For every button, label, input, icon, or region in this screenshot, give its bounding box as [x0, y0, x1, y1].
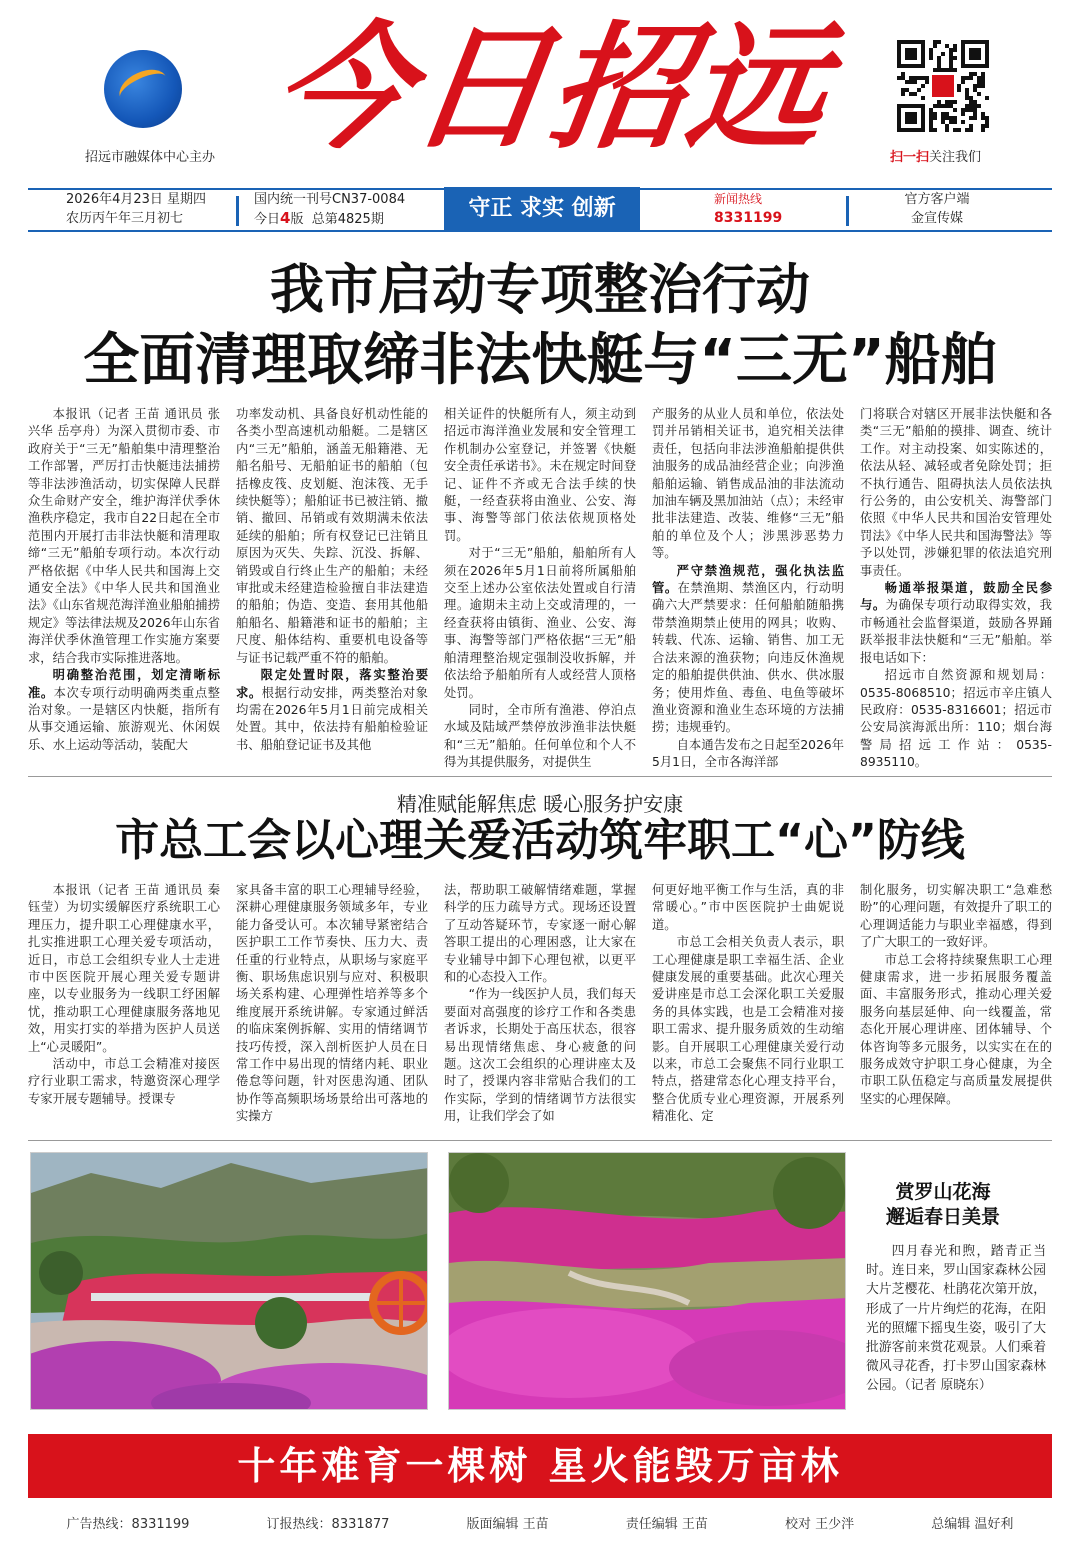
- official-client: [882, 190, 992, 228]
- subhead: 畅通举报渠道，鼓励全民参与。: [860, 581, 1052, 613]
- paragraph: 产服务的从业人员和单位，依法处罚并吊销相关证书，追究相关法律责任，包括向非法涉渔船舶提供供油服务的成品油经营企业；向涉渔船舶运输、销售成品油的非法流动加油车辆及黑加油站（点）；未经审批非法建造、改装、维修“三无”船舶的单位及个人；涉黑涉恶势力等。: [652, 407, 844, 561]
- article2-column-2: [236, 882, 428, 1126]
- paragraph: 本报讯（记者 王苗 通讯员 张兴华 岳亭舟）为深入贯彻市委、市政府关于“三无”船舶集中清理整治工作部署，严厉打击快艇违法捕捞等非法涉渔活动，切实保障人民群众生命财产安全，维护海洋伏季休渔秩序稳定，我市自22日起在全市范围内开展打击非法快艇和清理取缔“三无”船舶专项行动。本次行动严格依据《中华人民共和国海上交通安全法》《中华人民共和国渔业法》《山东省规范海洋渔业船舶捕捞规定》等法律法规及2026年山东省海洋伏季休渔管理工作实施方案要求，结合我市实际推进落地。: [28, 407, 220, 665]
- paragraph: 法，帮助职工破解情绪难题，掌握科学的压力疏导方式。现场还设置了互动答疑环节，专家逐一耐心解答职工提出的心理困惑，让大家在专业辅导中卸下心理包袱，以更平和的心态投入工作。: [444, 883, 636, 985]
- paragraph-text: 为确保专项行动取得实效，我市畅通社会监督渠道，鼓励各界踊跃举报非法快艇和“三无”船舶。举报电话如下：: [860, 598, 1052, 665]
- flower-sea-photo-2-image: [449, 1153, 846, 1410]
- hotline-number: 8331199: [714, 210, 783, 226]
- pages-count: 4: [280, 209, 291, 227]
- lunar-date-text: 农历丙午年三月初七: [66, 211, 184, 226]
- scan-follow-label: [890, 146, 981, 165]
- news-hotline: [714, 190, 782, 228]
- headline-2: 市总工会以心理关爱活动筑牢职工“心”防线: [115, 815, 965, 866]
- paragraph: 招远市自然资源和规划局：0535-8068510；招远市辛庄镇人民政府：0535-8316601；招远市公安局滨海派出所：110；烟台海警局招远工作站：0535-8935110。: [860, 668, 1052, 770]
- photo-caption: [866, 1242, 1046, 1396]
- chief-editor: 总编辑 温好利: [931, 1516, 1014, 1532]
- paragraph: 门将联合对辖区开展非法快艇和各类“三无”船舶的摸排、调查、统计工作。对主动投案、如实陈述的，依法从轻、减轻或者免除处罚；拒不执行通告、阻碍执法人员依法执行公务的，由公安机关、海警部门依照《中华人民共和国治安管理处罚法》《中华人民共和国海警法》等予以处罚，涉嫌犯罪的依法追究刑事责任。: [860, 407, 1052, 578]
- flower-sea-photo-1-image: [31, 1153, 428, 1410]
- footer-credits: [28, 1510, 1052, 1534]
- flower-sea-photo-2: [448, 1152, 846, 1410]
- article1-column-2: [236, 406, 428, 754]
- duty-editor: 责任编辑 王苗: [625, 1516, 708, 1532]
- article2-kicker: 精准赋能解焦虑 暖心服务护安康: [396, 792, 684, 816]
- paragraph: “作为一线医护人员，我们每天要面对高强度的诊疗工作和各类患者诉求，长期处于高压状态，很容易出现情绪焦虑、身心疲惫的问题。这次工会组织的心理讲座太及时了，授课内容非常贴合我们的工作实际，学到的情绪调节方法很实用，让我们学会了如: [444, 987, 636, 1124]
- paragraph: [28, 667, 220, 754]
- pages-prefix: 今日: [254, 212, 281, 227]
- headline-1-line2: 全面清理取缔非法快艇与“三无”船舶: [83, 328, 997, 393]
- photo-feature-title: [868, 1180, 1018, 1230]
- hotline-label: 新闻热线: [714, 192, 763, 206]
- flower-sea-photo-1: [30, 1152, 428, 1410]
- issue-total: 总第4825期: [311, 212, 384, 227]
- pages-suffix: 版: [290, 212, 304, 227]
- qr-code-icon[interactable]: [897, 40, 989, 132]
- client-line2: 金宣传媒: [910, 211, 963, 226]
- photo-title-line2: 邂逅春日美景: [885, 1206, 1000, 1228]
- section-divider: [28, 1140, 1052, 1141]
- paragraph: [652, 563, 844, 737]
- paragraph: 市总工会相关负责人表示，职工心理健康是职工幸福生活、企业健康发展的重要基础。此次心理关爱讲座是市总工会深化职工关爱服务的具体实践，也是工会精准对接职工需求、提升服务质效的生动缩影。自开展职工心理健康关爱行动以来，市总工会聚焦不同行业职工特点，搭建常态化心理支持平台，整合优质专业心理资源，开展系列精准化、定: [652, 935, 844, 1124]
- issue-info: [254, 190, 405, 229]
- paragraph: 功率发动机、具备良好机动性能的各类小型高速机动船艇。二是辖区内“三无”船舶，涵盖无船籍港、无船名船号、无船舶证书的船舶（包括橡皮筏、皮划艇、泡沫筏、无手续快艇等）；船舶证书已被注销、撤销、撤回、吊销或有效期满未依法延续的船舶；所有权登记已注销且原因为灭失、失踪、沉没、拆解、销毁或自行终止生产的船舶；未经审批或未经建造检验擅自非法建造的船舶；伪造、变造、套用其他船舶船名、船籍港和证书的船舶；主尺度、船体结构、重要机电设备等与证书记载严重不符的船舶。: [236, 407, 428, 665]
- paragraph: 相关证件的快艇所有人，须主动到招远市海洋渔业发展和安全管理工作机制办公室登记，并签署《快艇安全责任承诺书》。未在规定时间登记、证件不齐或无合法手续的快艇，一经查获将由渔业、公安、海事、海警等部门依法依规顶格处罚。: [444, 407, 636, 543]
- issue-date: [66, 190, 206, 228]
- layout-editor: 版面编辑 王苗: [466, 1516, 549, 1532]
- paragraph-text: 本次专项行动明确两类重点整治对象。一是辖区内快艇，指所有从事交通运输、旅游观光、休闲娱乐、水上运动等活动，装配大: [28, 685, 220, 752]
- masthead-title: 今日招远: [263, 8, 839, 168]
- paragraph-text: 在禁渔期、禁渔区内，行动明确六大严禁要求：任何船舶随船携带禁渔期禁止使用的网具；收购、转载、代冻、运输、销售、加工无合法来源的渔获物；向违反休渔规定的船舶提供供油、供水、供冰服务；使用炸鱼、毒鱼、电鱼等破坏渔业资源和渔业生态环境的方法捕捞；违规垂钓。: [652, 581, 844, 735]
- subhead: 严守禁渔规范，强化执法监管。: [652, 563, 844, 596]
- paragraph: [236, 667, 428, 754]
- article1-column-4: [652, 406, 844, 772]
- ad-hotline: 广告热线：8331199: [66, 1516, 190, 1532]
- paragraph: 自本通告发布之日起至2026年5月1日，全市各海洋部: [652, 737, 844, 770]
- article2-column-5: [860, 882, 1052, 1108]
- paragraph: 本报讯（记者 王苗 通讯员 秦钰莹）为切实缓解医疗系统职工心理压力，提升职工心理健康水平，扎实推进职工心理关爱专项活动，近日，市总工会组织专业人士走进市中医医院开展心理关爱专题讲座，以专业服务为一线职工纾困解忧，推动职工心理健康服务落地见效，用实打实的举措为医护人员送上“心灵暖阳”。: [28, 883, 220, 1054]
- article1-column-1: [28, 406, 220, 754]
- paragraph: 家具备丰富的职工心理辅导经验，深耕心理健康服务领域多年，专业能力备受认可。本次辅导紧密结合医护职工工作节奏快、压力大、责任重的行业特点，从职场与家庭平衡、职场焦虑识别与应对、积极职场关系构建、心理弹性培养等多个维度展开系统讲解。专家通过鲜活的临床案例拆解、实用的情绪调节技巧传授，深入剖析医护人员在日常工作中易出现的情绪内耗、职业倦怠等问题，针对医患沟通、团队协作等高频职场场景给出可落地的实操方: [236, 883, 428, 1124]
- subhead: 限定处置时限，落实整治要求。: [236, 668, 428, 700]
- article2-column-4: [652, 882, 844, 1126]
- scan-prefix: 扫一扫: [890, 150, 930, 165]
- paragraph: 制化服务，切实解决职工“急难愁盼”的心理问题，有效提升了职工的心理调适能力与职业幸福感，得到了广大职工的一致好评。: [860, 883, 1052, 950]
- subhead: 明确整治范围，划定清晰标准。: [28, 668, 220, 700]
- scan-suffix: 关注我们: [929, 150, 982, 165]
- date-text: 2026年4月23日 星期四: [66, 192, 207, 207]
- paragraph: 活动中，市总工会精准对接医疗行业职工需求，特邀资深心理学专家开展专题辅导。授课专: [28, 1057, 220, 1106]
- paragraph: 何更好地平衡工作与生活，真的非常暖心。”市中医医院护士曲妮说道。: [652, 883, 844, 932]
- article2-column-3: [444, 882, 636, 1126]
- article2-column-1: [28, 882, 220, 1108]
- paragraph: 市总工会将持续聚焦职工心理健康需求，进一步拓展服务覆盖面、丰富服务形式，推动心理关爱服务向基层延伸、向一线覆盖，常态化开展心理讲座、团体辅导、个体咨询等多元服务，以实实在在的服务成效守护职工身心健康，为全市职工队伍稳定与高质量发展提供坚实的心理保障。: [860, 952, 1052, 1106]
- paragraph-text: 根据行动安排，两类整治对象均需在2026年5月1日前完成相关处置。其中，依法持有船舶检验证书、船舶登记证书及其他: [236, 685, 428, 752]
- media-center-logo: [104, 50, 182, 128]
- sponsor-line: 招远市融媒体中心主办: [84, 150, 215, 165]
- slogan-text: 十年难育一棵树 星火能毁万亩林: [237, 1444, 843, 1488]
- client-line1: 官方客户端: [904, 192, 970, 207]
- paragraph: 同时，全市所有渔港、停泊点水域及陆域严禁停放涉渔非法快艇和“三无”船舶。任何单位和个人不得为其提供服务，对提供生: [444, 702, 636, 770]
- caption-text: 四月春光和煦，踏青正当时。连日来，罗山国家森林公园大片芝樱花、杜鹃花次第开放，形成了一片片绚烂的花海，在阳光的照耀下摇曳生姿，吸引了大批游客前来赏花观景。人们乘着微风寻花香，打卡罗山国家森林公园。（记者 原晓东）: [866, 1244, 1046, 1394]
- subscription-hotline: 订报热线：8331877: [266, 1516, 390, 1532]
- paragraph: [860, 580, 1052, 667]
- headline-1-line1: 我市启动专项整治行动: [270, 258, 810, 321]
- motto-box: 守正 求实 创新: [444, 187, 640, 231]
- proofreader: 校对 王少泮: [785, 1516, 855, 1532]
- photo-title-line1: 赏罗山花海: [895, 1181, 991, 1203]
- issn-text: 国内统一刊号CN37-0084: [254, 192, 406, 207]
- band-divider: [236, 196, 239, 226]
- section-divider: [28, 776, 1052, 777]
- band-divider: [846, 196, 849, 226]
- paragraph: 对于“三无”船舶，船舶所有人须在2026年5月1日前将所属船舶交至上述办公室依法处置或自行清理。逾期未主动上交或清理的，一经查获将由镇街、渔业、公安、海事、海警等部门严格依据“三无”船舶清理整治规定强制没收拆解，并依法给予船舶所有人或经营人顶格处罚。: [444, 546, 636, 700]
- article1-column-3: [444, 406, 636, 772]
- article1-column-5: [860, 406, 1052, 772]
